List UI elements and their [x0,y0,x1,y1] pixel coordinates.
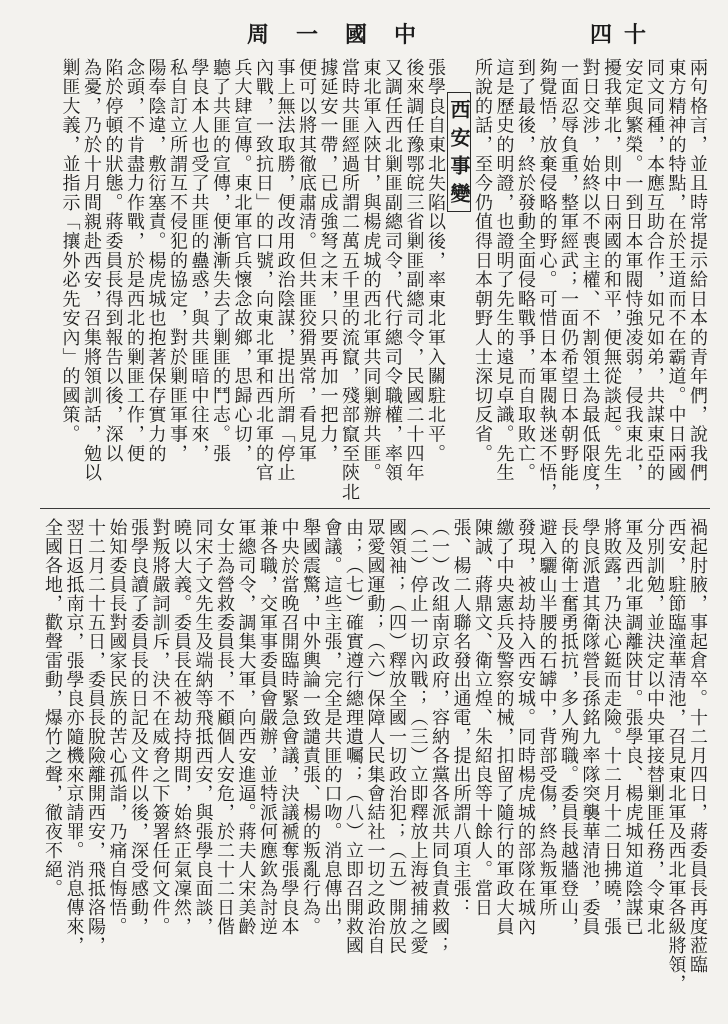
text-column: 安定與繁榮。一到日本軍閥恃強凌弱，侵我東北， [622,58,644,483]
text-column: 對日交涉，始終以不喪主權、不割領土為最低限度， [579,58,601,502]
text-column: 剿匪大義，並指示「攘外必先安內」的國策。 [59,58,81,444]
text-column: 一面忍辱負重，整軍經武；一面仍希望日本朝野能 [558,58,579,483]
text-column: 張學良自東北失陷以後，率東北軍入關駐北平。 [425,58,446,464]
text-column: 女士為營救委員長，不顧個人安危，於二十二日偕 [214,518,235,936]
text-column: 張、楊二人聯名發出通電，提出所謂八項主張： [450,518,472,917]
text-column: 由；（七）確實遵行總理遺囑；（八）立即召開救國 [343,518,364,955]
text-column: 全國各地，歡聲雷動，爆竹之聲，徹夜不絕。 [42,518,63,898]
text-column: 始知委員長對國家民族的苦心孤詣，乃痛自悔悟。 [106,518,128,936]
text-column: 十二月二十五日，委員長脫險離開西安，飛抵洛陽， [85,518,106,955]
text-column: 分別訓勉，並決定以中央軍接替剿匪任務，令東北 [644,518,665,936]
text-column: 陷於停頓的狀態。蔣委員長得到報告以後，深以 [102,58,124,464]
tier-divider-rule [40,508,710,509]
text-column: 兩句格言，並且時常提示給日本的青年們，說我們 [687,58,708,483]
text-column: 中央於當晚召開臨時緊急會議，決議褫奪張學良本 [278,518,300,936]
text-column: 禍起肘腋，事起倉卒。十二月四日，蔣委員長再度蒞臨 [687,518,708,974]
text-column: 東方精神的特點，在於王道而不在霸道。中日兩國 [665,58,687,483]
text-column: 同文同種，本應互助合作，如兄如弟，共謀東亞的 [644,58,665,483]
text-column: 事上無法取勝，便改用政治陰謀，提出所謂「停止 [274,58,296,483]
text-column: 軍總司令，調集大軍，向西安進逼。蔣夫人宋美齡 [235,518,257,936]
text-column: 將敗露，乃決心鋌而走險。十二月十二日拂曉，張 [601,518,622,936]
text-column: 私自訂立所謂互不侵犯的協定，對於剿匪軍事， [167,58,188,464]
text-column: 聽了共匪的宣傳，便漸漸失去了剿匪的鬥志。張 [210,58,231,464]
page-number: 四十 [590,22,659,48]
text-column: 眾愛國運動；（六）保障人民集會結社一切之政治自 [364,518,386,955]
section-heading: 西安事變 [447,92,471,212]
text-column: 內戰，一致抗日」的口號，向東北軍和西北軍的官 [253,58,274,483]
text-column: 陽奉陰違，敷衍塞責。楊虎城也抱著保存實力的 [145,58,167,464]
text-column: 便可以將其徹底肅清。但共匪狡猾異常，看見軍 [296,58,317,464]
text-column: （一）改組南京政府，容納各黨各派共同負責救國； [429,518,450,955]
text-column: 學良本人也受了共匪的蠱惑，與共匪暗中往來， [188,58,210,464]
text-column: 曉以大義。委員長在被劫持期間，始終正氣凜然， [171,518,192,936]
lower-text-block [41,518,708,1013]
text-column: 到了最後，終於發動全面侵略戰爭，而自取敗亡。 [515,58,536,483]
text-column: 兼各職，交軍事委員會嚴辦，並特派何應欽為討逆 [257,518,278,936]
text-column: 東北軍入陝甘，與楊虎城的西北軍共同剿辦共匪。 [360,58,382,483]
text-column: 發現，被劫持入西安城。同時楊虎城的部隊在城內 [515,518,536,936]
text-column: 所說的話，至今仍值得日本朝野人士深切反省。 [472,58,493,464]
text-column: 軍及西北軍調離陝甘。張學良、楊虎城知道陰謀已 [622,518,644,936]
text-column: 學良派遣其衛隊營長孫銘九率隊突襲華清池，委員 [579,518,601,936]
text-column: 陳誠、蔣鼎文、衛立煌、朱紹良等十餘人。當日 [472,518,493,917]
text-column: 國領袖；（四）釋放全國一切政治犯；（五）開放民 [386,518,407,955]
text-column: 這是歷史的明證，也證明了先生的遠見卓識。先生 [493,58,515,483]
text-column: 為憂，乃於十月間親赴西安，召集將領訓話，勉以 [81,58,102,483]
text-column: 後來調任豫鄂皖三省剿匪副總司令，民國二十四年 [403,58,425,483]
text-column: 避入驪山半腰的石罅中，背部受傷，終為叛軍所 [536,518,558,917]
text-column: 長的衛士奮勇抵抗，多人殉職。委員長越牆登山， [558,518,579,936]
running-header-title: 中國一周 [247,22,444,48]
upper-right-text-block [471,58,708,503]
text-column: 對叛將嚴詞訓斥，決不在威脅之下簽署任何文件。 [149,518,171,936]
text-column: 會議。這些主張，完全是共匪的口吻。消息傳出， [321,518,343,936]
text-column: 夠覺悟，放棄侵略的野心。可惜日本軍閥執迷不悟， [536,58,558,502]
text-column: 西安，駐節臨潼華清池，召見東北軍及西北軍各級將領， [665,518,687,993]
text-column: 念頭，不肯盡力作戰，於是西北的剿匪工作，便 [124,58,145,464]
text-column: 據延安一帶，已成強弩之末，只要再加一把力， [317,58,339,464]
text-column: 當時共匪經過所謂二萬五千里的流竄，殘部竄至陝北 [339,58,360,502]
text-column: （二）停止一切內戰；（三）立即釋放上海被捕之愛 [407,518,429,955]
text-column: 同宋子文先生及端納等飛抵西安，與張學良面談， [192,518,214,936]
text-column: 又調任西北剿匪副總司令，代行總司令職權，率領 [382,58,403,483]
upper-left-text-block [59,58,446,503]
text-column: 擾我華北，則中日兩國的和平，便無從談起。先生 [601,58,622,483]
text-column: 翌日返抵南京，張學良亦隨機來京請罪。消息傳來， [63,518,85,955]
text-column: 張學良讀了委員長的日記及文件以後，深受感動， [128,518,149,936]
text-column: 舉國震驚，中外輿論一致譴責張、楊的叛亂行為。 [300,518,321,936]
text-column: 繳了中央憲兵及警察的械，扣留了隨行的軍政大員 [493,518,515,936]
text-column: 兵大肆宣傳。東北軍官兵懷念故鄉，思歸心切， [231,58,253,464]
